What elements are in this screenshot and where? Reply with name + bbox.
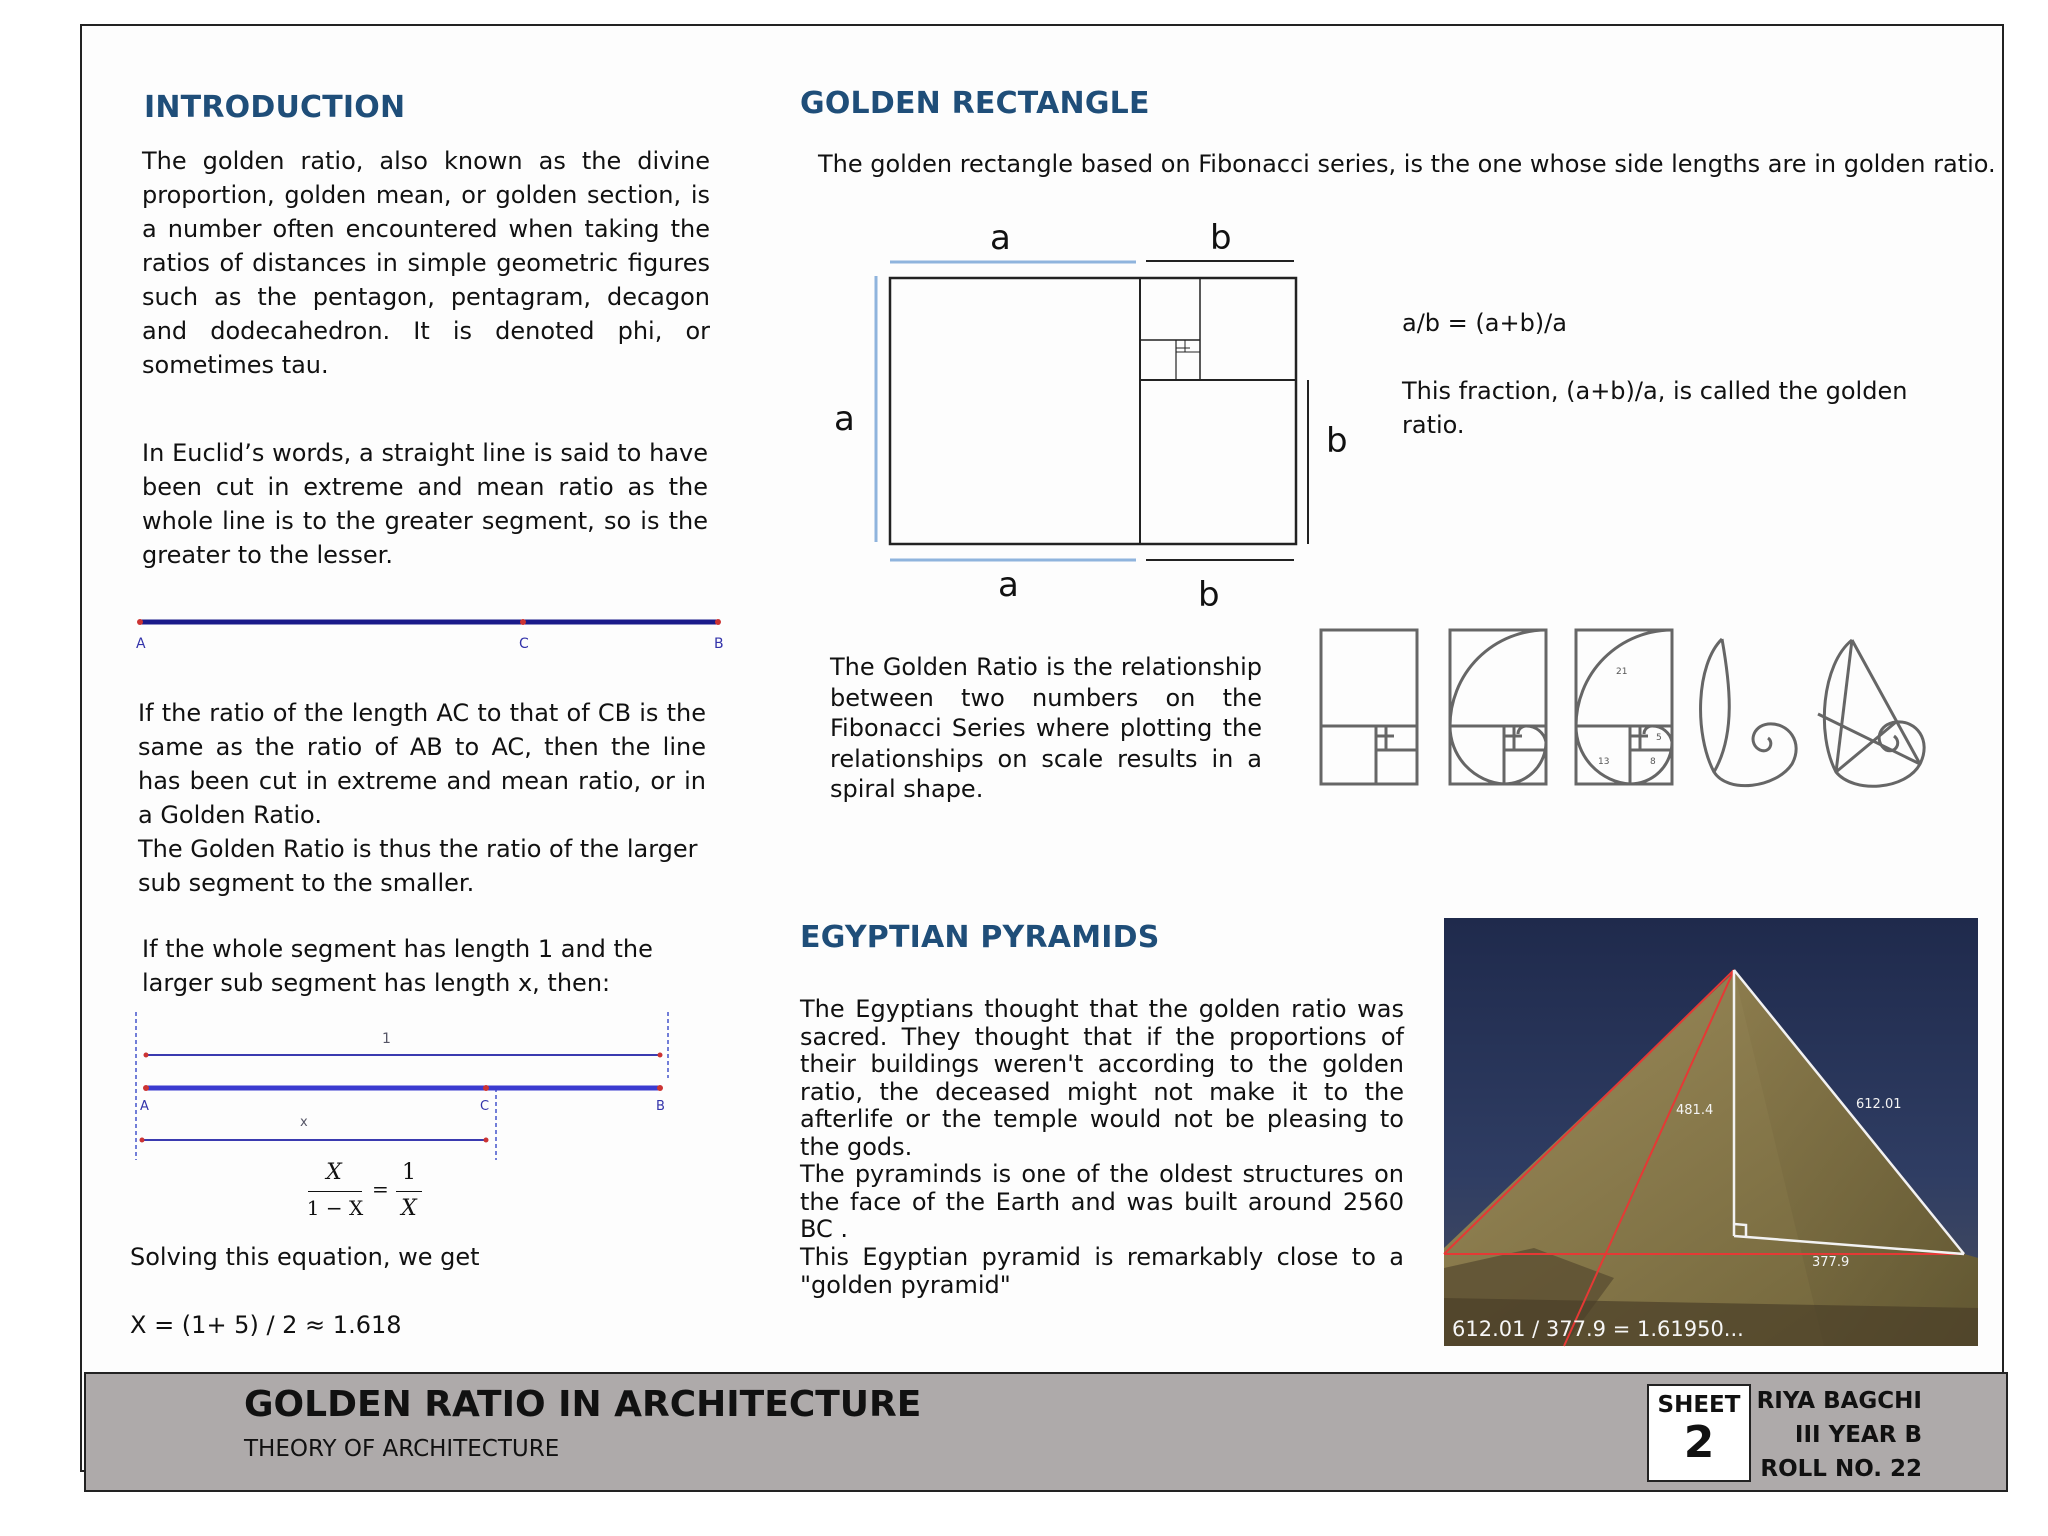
spiral-number-8: 8 [1650, 757, 1656, 767]
golden-rectangle-intro: The golden rectangle based on Fibonacci series, is the one whose side lengths are in golden ratio. [818, 150, 1996, 178]
equation-left-denominator: 1 − X [306, 1196, 364, 1220]
pyramid-slant-label: 612.01 [1856, 1097, 1902, 1112]
equation-right-bar [396, 1191, 422, 1192]
intro-heading: INTRODUCTION [144, 90, 406, 125]
segment-x-label: x [300, 1115, 308, 1130]
bottom-a-label: a [998, 565, 1019, 605]
pyramid-photo [1444, 918, 1978, 1346]
segment-point-c: C [480, 1099, 490, 1114]
bottom-b-label: b [1198, 575, 1220, 615]
intro-paragraph-5: If the whole segment has length 1 and the larger sub segment has length x, then: [142, 935, 653, 997]
segment-whole-label: 1 [382, 1031, 391, 1047]
pyramids-paragraph-1: The Egyptians thought that the golden ratio was sacred. They thought that if the proportions of their buildings weren't according to the golden ratio, the deceased might not make it to the afterlife or the temple would not be pleasing to the gods. [800, 995, 1404, 1161]
segment-diagram [126, 1010, 686, 1180]
golden-rectangle-diagram [820, 212, 1348, 632]
spiral-number-21: 21 [1616, 667, 1628, 677]
author-name: RIYA BAGCHI [1756, 1388, 1922, 1414]
spiral-text: The Golden Ratio is the relationship between two numbers on the Fibonacci Series where plotting the relationships on scale results in a spiral shape. [830, 653, 1262, 803]
author-roll: ROLL NO. 22 [1760, 1456, 1922, 1482]
acb-line-diagram [130, 610, 730, 660]
equation-left-bar [308, 1191, 362, 1192]
ratio-formula: a/b = (a+b)/a [1402, 309, 1567, 337]
sheet-title: GOLDEN RATIO IN ARCHITECTURE [244, 1384, 922, 1425]
sheet-number-box [1647, 1384, 1751, 1482]
segment-point-a: A [140, 1099, 149, 1114]
spiral-sequence-diagram [1316, 624, 1946, 794]
equation-left-numerator: X [326, 1160, 342, 1185]
sheet-number: 2 [1683, 1417, 1715, 1468]
top-b-label: b [1210, 218, 1232, 258]
pyramids-paragraph-2: The pyraminds is one of the oldest structures on the face of the Earth and was built around 2560 BC . [800, 1160, 1404, 1243]
segment-point-b: B [656, 1099, 665, 1114]
intro-paragraph-4: The Golden Ratio is thus the ratio of the larger sub segment to the smaller. [138, 835, 698, 897]
pyramid-height-label: 481.4 [1676, 1103, 1714, 1118]
point-b-label: B [714, 636, 724, 652]
equation-right-numerator: 1 [402, 1160, 416, 1185]
golden-equation [306, 1160, 436, 1226]
right-b-label: b [1326, 421, 1348, 461]
point-c-label: C [519, 636, 529, 652]
golden-rectangle-heading: GOLDEN RECTANGLE [800, 86, 1150, 121]
author-year: III YEAR B [1794, 1422, 1922, 1448]
spiral-number-13: 13 [1598, 757, 1610, 767]
sheet-label: SHEET [1657, 1392, 1741, 1418]
title-block [84, 1372, 2008, 1492]
solving-text: Solving this equation, we get [130, 1243, 480, 1271]
golden-ratio-fraction-text: This fraction, (a+b)/a, is called the golden ratio. [1402, 377, 1908, 439]
sheet-subtitle: THEORY OF ARCHITECTURE [244, 1436, 560, 1462]
intro-paragraph-3: If the ratio of the length AC to that of CB is the same as the ratio of AB to AC, then the line has been cut in extreme and mean ratio, or in a Golden Ratio. [138, 699, 706, 829]
spiral-number-5: 5 [1656, 733, 1662, 743]
pyramid-base-label: 377.9 [1812, 1255, 1850, 1270]
left-a-label: a [834, 399, 855, 439]
pyramid-caption: 612.01 / 377.9 = 1.61950... [1452, 1317, 1744, 1341]
point-a-label: A [136, 636, 146, 652]
pyramids-heading: EGYPTIAN PYRAMIDS [800, 920, 1160, 955]
result-text: X = (1+ 5) / 2 ≈ 1.618 [130, 1311, 402, 1339]
intro-paragraph-2: In Euclid’s words, a straight line is said to have been cut in extreme and mean ratio as the whole line is to the greater segment, so is the greater to the lesser. [142, 439, 708, 569]
author-block [1757, 1384, 1922, 1486]
equation-equals: = [372, 1177, 389, 1201]
pyramids-paragraph-3: This Egyptian pyramid is remarkably close to a "golden pyramid" [800, 1243, 1404, 1299]
top-a-label: a [990, 218, 1011, 258]
equation-right-denominator: X [401, 1196, 417, 1221]
intro-paragraph-1: The golden ratio, also known as the divine proportion, golden mean, or golden section, is a number often encountered when taking the ratios of distances in simple geometric figures such as the pentagon, pentagram, decagon and dodecahedron. It is denoted phi, or sometimes tau. [142, 147, 710, 379]
